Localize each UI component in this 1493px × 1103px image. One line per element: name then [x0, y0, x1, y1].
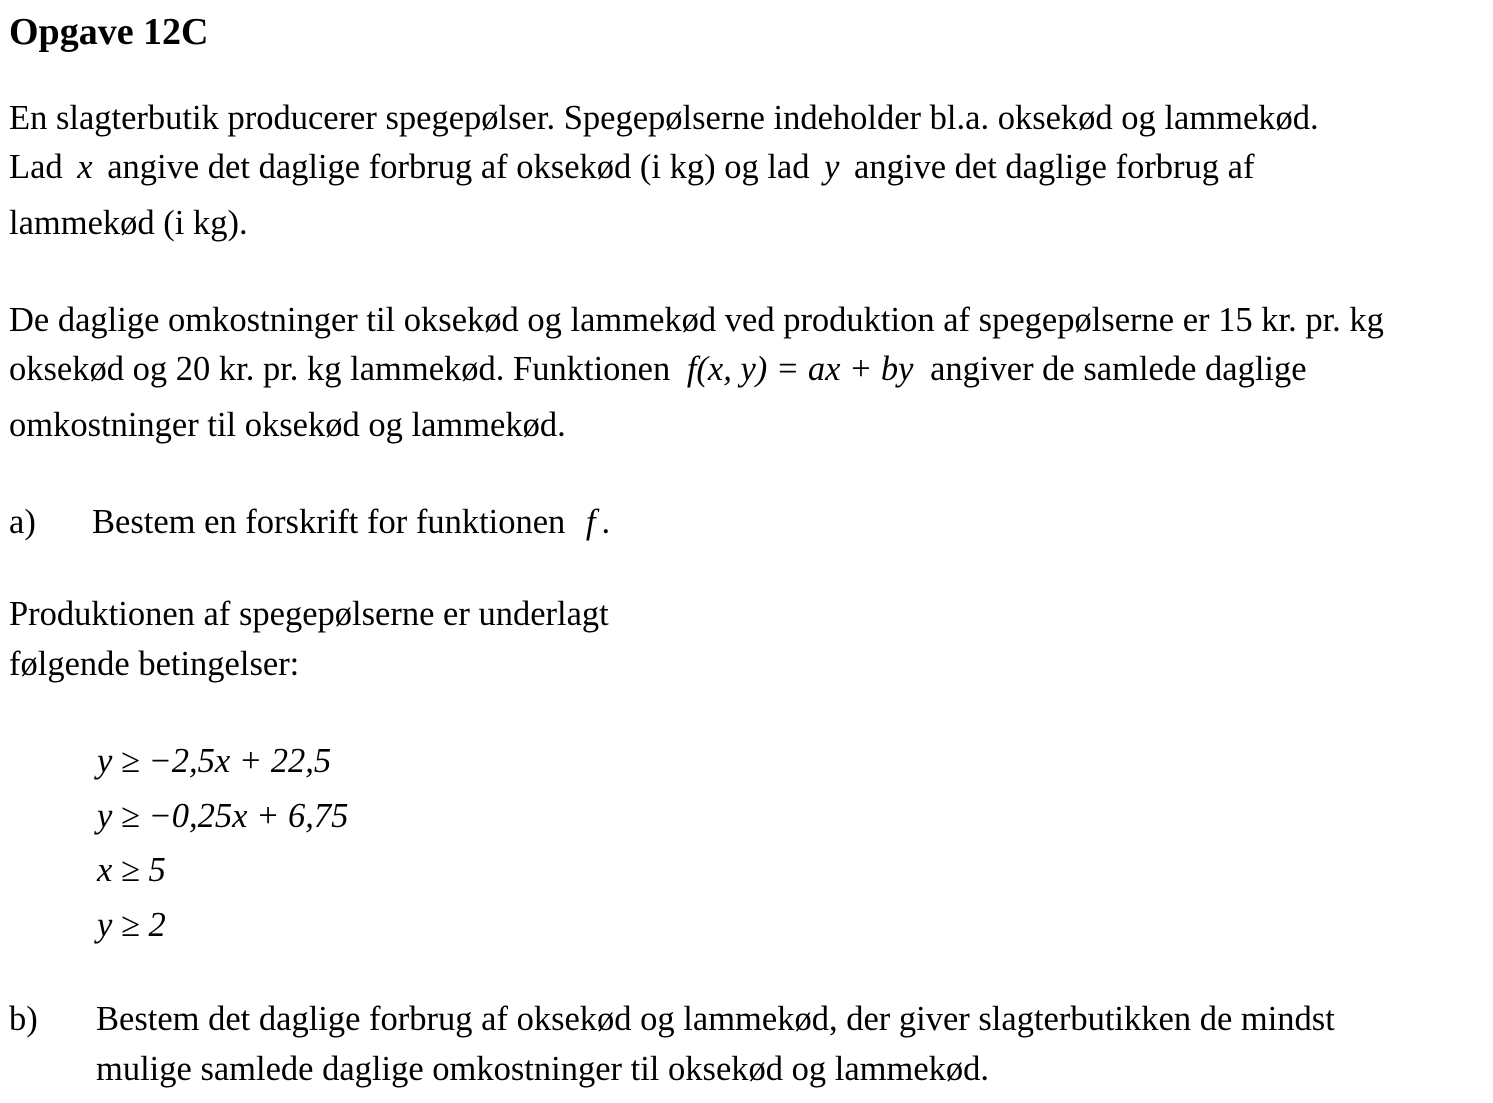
- question-a-sentence: Bestem en forskrift for funktionen: [92, 503, 566, 541]
- intro-line-2-b: angive det daglige forbrug af oksekød (i kg) og lad: [107, 148, 810, 186]
- intro-line-2: [9, 147, 1254, 187]
- intro-line-2-c: angive det daglige forbrug af: [854, 148, 1255, 186]
- question-b-label: b): [9, 1000, 38, 1038]
- question-b-line-2: mulige samlede daglige omkostninger til oksekød og lammekød.: [96, 1050, 990, 1088]
- conditions-line-1: Produktionen af spegepølserne er underlagt: [9, 595, 609, 633]
- intro-line-1: En slagterbutik producerer spegepølser. Spegepølserne indeholder bl.a. oksekød og lammekød.: [9, 99, 1319, 137]
- question-a-period: .: [601, 503, 611, 541]
- function-name-f: f: [585, 503, 596, 541]
- inequality-3: x ≥ 5: [97, 851, 166, 889]
- costs-line-2-b: angiver de samlede daglige: [930, 350, 1307, 388]
- intro-line-3: lammekød (i kg).: [9, 204, 248, 242]
- variable-y: y: [824, 148, 840, 186]
- costs-line-2-a: oksekød og 20 kr. pr. kg lammekød. Funktionen: [9, 350, 671, 388]
- question-b-line-1: Bestem det daglige forbrug af oksekød og lammekød, der giver slagterbutikken de mindst: [96, 1000, 1335, 1038]
- variable-x: x: [77, 148, 93, 186]
- inequality-4: y ≥ 2: [97, 906, 166, 944]
- inequality-2: y ≥ −0,25x + 6,75: [97, 797, 349, 835]
- costs-line-2: [9, 349, 1307, 389]
- cost-function: f(x, y) = ax + by: [686, 350, 914, 388]
- inequality-1: y ≥ −2,5x + 22,5: [97, 742, 332, 780]
- costs-line-1: De daglige omkostninger til oksekød og lammekød ved produktion af spegepølserne er 15 kr. pr. kg: [9, 301, 1384, 339]
- conditions-line-2: følgende betingelser:: [9, 645, 300, 683]
- intro-line-2-a: Lad: [9, 148, 63, 186]
- costs-line-3: omkostninger til oksekød og lammekød.: [9, 406, 566, 444]
- question-a-text: [92, 502, 610, 542]
- question-a-label: a): [9, 503, 36, 541]
- task-title: Opgave 12C: [9, 11, 209, 53]
